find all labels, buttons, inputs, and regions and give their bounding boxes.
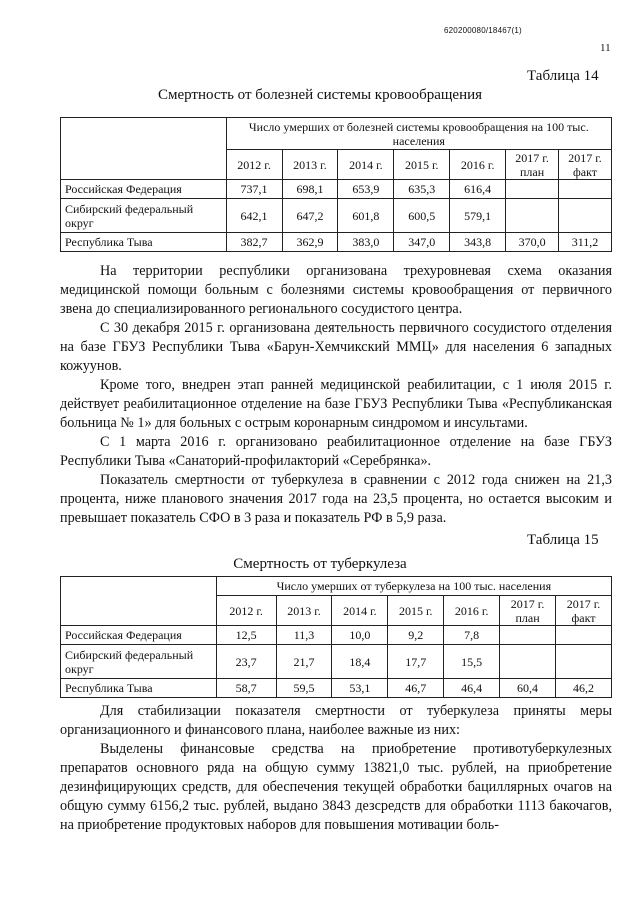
- value-cell: 59,5: [276, 679, 332, 698]
- table-14-col-header: 2012 г.: [226, 150, 282, 180]
- value-cell: 23,7: [216, 645, 276, 679]
- region-cell: Российская Федерация: [61, 180, 227, 199]
- table-row: [61, 180, 612, 199]
- value-cell: 12,5: [216, 626, 276, 645]
- region-cell: Российская Федерация: [61, 626, 217, 645]
- value-cell: 21,7: [276, 645, 332, 679]
- page-number: 11: [600, 42, 611, 54]
- value-cell: 18,4: [332, 645, 388, 679]
- value-cell: [506, 199, 559, 233]
- value-cell: 15,5: [444, 645, 500, 679]
- value-cell: [506, 180, 559, 199]
- value-cell: 653,9: [338, 180, 394, 199]
- table-15-label: Таблица 15: [527, 532, 599, 548]
- table-15-title: Смертность от туберкулеза: [233, 556, 407, 572]
- table-14-col-header: 2013 г.: [282, 150, 338, 180]
- table-14-group-header: Число умерших от болезней системы кровообращения на 100 тыс. населения: [226, 118, 611, 150]
- table-15-col-header: 2017 г. факт: [556, 596, 612, 626]
- region-cell: Сибирский федеральный округ: [61, 199, 227, 233]
- paragraph: Для стабилизации показателя смертности от туберкулеза приняты меры организационного и финансового плана, наиболее важные из них:: [60, 703, 612, 738]
- value-cell: 60,4: [500, 679, 556, 698]
- value-cell: 698,1: [282, 180, 338, 199]
- region-cell: Республика Тыва: [61, 679, 217, 698]
- table-14: [60, 117, 612, 252]
- value-cell: 635,3: [394, 180, 450, 199]
- table-14-corner-cell: [61, 118, 227, 180]
- paragraph: На территории республики организована трехуровневая схема оказания медицинской помощи больным с болезнями системы кровообращения от первичного звена до специализированного регионального сосудистого центра.: [60, 263, 612, 317]
- value-cell: 311,2: [559, 233, 612, 252]
- value-cell: 46,4: [444, 679, 500, 698]
- table-15-group-header: Число умерших от туберкулеза на 100 тыс. населения: [216, 577, 611, 596]
- paragraph: Показатель смертности от туберкулеза в сравнении с 2012 года снижен на 21,3 процента, ниже планового значения 2017 года на 23,5 процента, но остается высоким и превышает показатель СФО в 3 раза и показатель РФ в 5,9 раза.: [60, 472, 612, 526]
- value-cell: [500, 626, 556, 645]
- table-row: [61, 233, 612, 252]
- table-row: [61, 645, 612, 679]
- paragraph: Кроме того, внедрен этап ранней медицинской реабилитации, с 1 июля 2015 г. действует реабилитационное отделение на базе ГБУЗ Республики Тыва «Республиканская больница № 1» для больных с острым коронарным синдромом и инсультами.: [60, 377, 612, 431]
- value-cell: 579,1: [450, 199, 506, 233]
- value-cell: 46,7: [388, 679, 444, 698]
- value-cell: 382,7: [226, 233, 282, 252]
- value-cell: 647,2: [282, 199, 338, 233]
- value-cell: 46,2: [556, 679, 612, 698]
- value-cell: 737,1: [226, 180, 282, 199]
- paragraph: С 1 марта 2016 г. организовано реабилитационное отделение на базе ГБУЗ Республики Тыва «Санаторий-профилакторий «Серебрянка».: [60, 434, 612, 469]
- document-id: 620200080/18467(1): [444, 26, 522, 35]
- value-cell: 370,0: [506, 233, 559, 252]
- value-cell: 616,4: [450, 180, 506, 199]
- table-14-col-header: 2015 г.: [394, 150, 450, 180]
- value-cell: 383,0: [338, 233, 394, 252]
- value-cell: 362,9: [282, 233, 338, 252]
- value-cell: [559, 199, 612, 233]
- region-cell: Республика Тыва: [61, 233, 227, 252]
- value-cell: 7,8: [444, 626, 500, 645]
- table-14-title: Смертность от болезней системы кровообращения: [157, 87, 483, 103]
- value-cell: 347,0: [394, 233, 450, 252]
- value-cell: 11,3: [276, 626, 332, 645]
- value-cell: [500, 645, 556, 679]
- table-14-label: Таблица 14: [527, 68, 599, 84]
- table-15-col-header: 2015 г.: [388, 596, 444, 626]
- table-row: [61, 626, 612, 645]
- value-cell: 343,8: [450, 233, 506, 252]
- value-cell: 9,2: [388, 626, 444, 645]
- paragraph: Выделены финансовые средства на приобретение противотуберкулезных препаратов основного ряда на общую сумму 13821,0 тыс. рублей, на приобретение дезинфицирующих средств, для обеспечения текущей обработки бациллярных очагов на общую сумму 6156,2 тыс. рублей, выдано 3843 дезсредств для обработки 1113 бакочагов, на приобретение продуктовых наборов для повышения мотивации боль-: [60, 741, 612, 833]
- table-15-col-header: 2013 г.: [276, 596, 332, 626]
- value-cell: 642,1: [226, 199, 282, 233]
- value-cell: [556, 626, 612, 645]
- table-14-col-header: 2017 г. план: [506, 150, 559, 180]
- value-cell: 600,5: [394, 199, 450, 233]
- table-15: [60, 576, 612, 698]
- table-row: [61, 679, 612, 698]
- table-15-col-header: 2016 г.: [444, 596, 500, 626]
- table-14-col-header: 2016 г.: [450, 150, 506, 180]
- value-cell: 53,1: [332, 679, 388, 698]
- table-14-col-header: 2014 г.: [338, 150, 394, 180]
- value-cell: 58,7: [216, 679, 276, 698]
- value-cell: [559, 180, 612, 199]
- region-cell: Сибирский федеральный округ: [61, 645, 217, 679]
- table-14-col-header: 2017 г. факт: [559, 150, 612, 180]
- value-cell: [556, 645, 612, 679]
- value-cell: 17,7: [388, 645, 444, 679]
- value-cell: 601,8: [338, 199, 394, 233]
- table-15-col-header: 2017 г. план: [500, 596, 556, 626]
- table-15-corner-cell: [61, 577, 217, 626]
- paragraph: С 30 декабря 2015 г. организована деятельность первичного сосудистого отделения на базе ГБУЗ Республики Тыва «Барун-Хемчикский ММЦ» для населения 6 западных кожуунов.: [60, 320, 612, 374]
- value-cell: 10,0: [332, 626, 388, 645]
- table-15-col-header: 2014 г.: [332, 596, 388, 626]
- table-15-col-header: 2012 г.: [216, 596, 276, 626]
- table-row: [61, 199, 612, 233]
